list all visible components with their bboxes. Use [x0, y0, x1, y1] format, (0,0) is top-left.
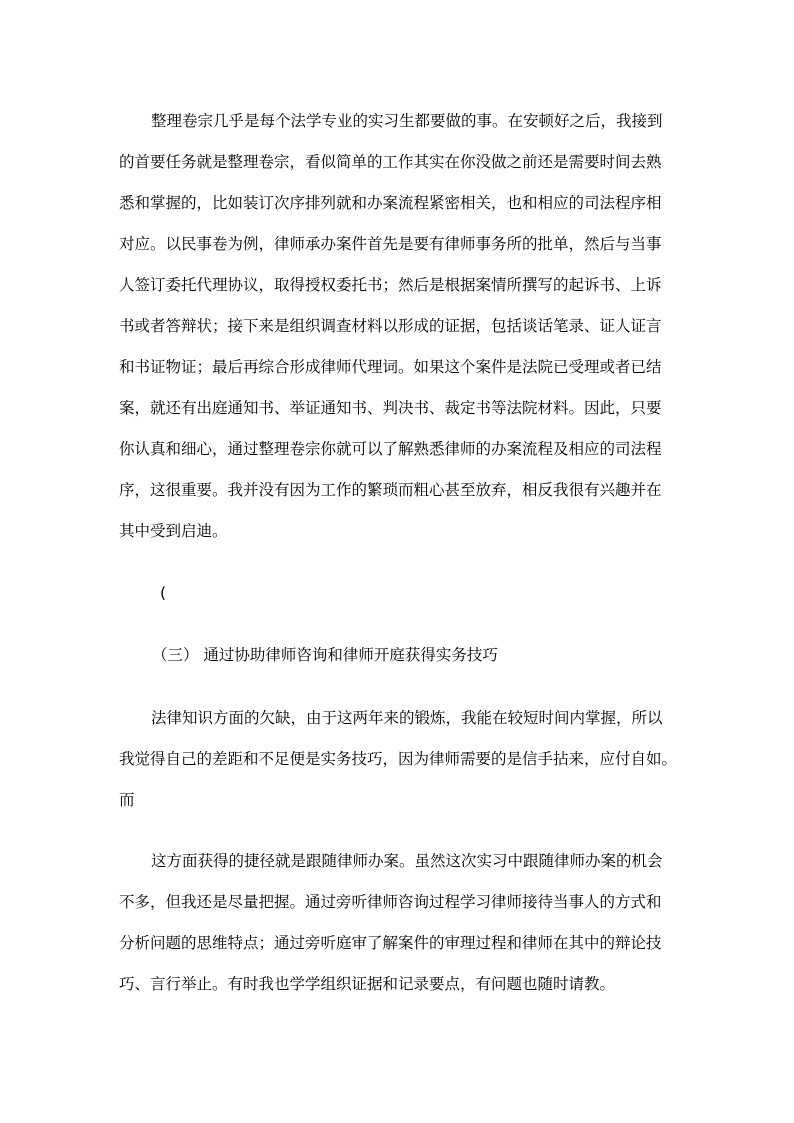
paragraph-4-line-3: 而 [119, 791, 135, 809]
paragraph-4-line-1: 法律知识方面的欠缺，由于这两年来的锻炼，我能在较短时间内掌握，所以 [151, 709, 663, 727]
paragraph-1-line-6: 书或者答辩状；接下来是组织调查材料以形成的证据，包括谈话笔录、证人证言 [119, 317, 662, 335]
paragraph-1-line-3: 悉和掌握的，比如装订次序排列就和办案流程紧密相关，也和相应的司法程序相 [119, 194, 662, 212]
paragraph-2-line-1: ( [160, 584, 167, 602]
paragraph-1-line-8: 案，就还有出庭通知书、举证通知书、判决书、裁定书等法院材料。因此，只要 [119, 399, 662, 417]
paragraph-5-line-3: 分析问题的思维特点；通过旁听庭审了解案件的审理过程和律师在其中的辩论技 [119, 934, 662, 952]
paragraph-5-line-4: 巧、言行举止。有时我也学学组织证据和记录要点，有问题也随时请教。 [119, 975, 616, 993]
paragraph-1-line-9: 你认真和细心，通过整理卷宗你就可以了解熟悉律师的办案流程及相应的司法程 [119, 440, 662, 458]
paragraph-5-line-2: 不多，但我还是尽量把握。通过旁听律师咨询过程学习律师接待当事人的方式和 [119, 893, 662, 911]
section-heading: （三） 通过协助律师咨询和律师开庭获得实务技巧 [152, 646, 498, 664]
paragraph-1-line-10: 序，这很重要。我并没有因为工作的繁琐而粗心甚至放弃，相反我很有兴趣并在 [119, 481, 662, 499]
paragraph-1-line-1: 整理卷宗几乎是每个法学专业的实习生都要做的事。在安顿好之后，我接到 [151, 112, 663, 130]
paragraph-4-line-2: 我觉得自己的差距和不足便是实务技巧，因为律师需要的是信手拈来，应付自如。 [119, 750, 678, 768]
paragraph-1-line-7: 和书证物证；最后再综合形成律师代理词。如果这个案件是法院已受理或者已结 [119, 358, 662, 376]
paragraph-1-line-4: 对应。以民事卷为例，律师承办案件首先是要有律师事务所的批单，然后与当事 [119, 235, 662, 253]
paragraph-1-line-2: 的首要任务就是整理卷宗，看似简单的工作其实在你没做之前还是需要时间去熟 [119, 153, 662, 171]
paragraph-1-line-11: 其中受到启迪。 [119, 522, 228, 540]
paragraph-5-line-1: 这方面获得的捷径就是跟随律师办案。虽然这次实习中跟随律师办案的机会 [151, 852, 663, 870]
paragraph-1-line-5: 人签订委托代理协议，取得授权委托书；然后是根据案情所撰写的起诉书、上诉 [119, 276, 662, 294]
